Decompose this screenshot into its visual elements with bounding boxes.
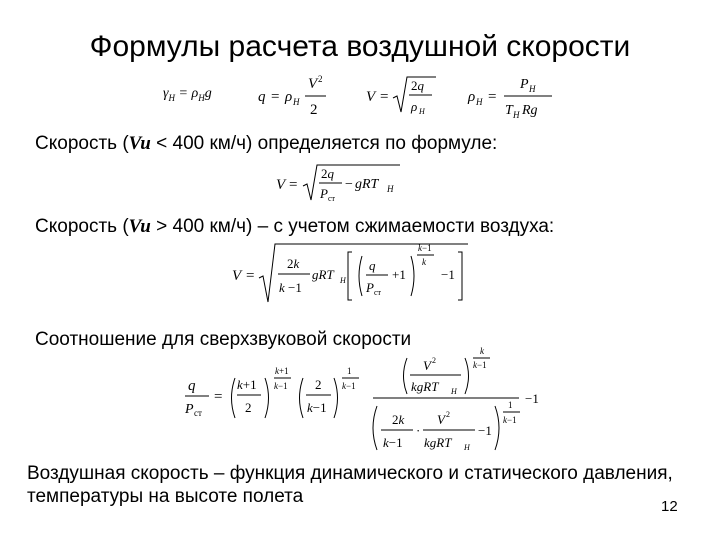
line1-variable: Vu: [128, 133, 151, 154]
svg-text:H: H: [293, 97, 300, 107]
svg-text:P: P: [520, 77, 529, 92]
formula-velocity-low-speed: [276, 160, 426, 210]
svg-text:ст: ст: [194, 408, 202, 418]
supersonic-line: Соотношение для сверхзвуковой скорости: [35, 329, 412, 350]
svg-text:2: 2: [432, 356, 436, 365]
svg-text:q: q: [258, 89, 266, 105]
svg-text:kgRT: kgRT: [424, 435, 452, 450]
svg-text:T: T: [505, 103, 513, 118]
svg-text:V: V: [308, 76, 318, 92]
svg-text:k+1: k+1: [275, 366, 289, 376]
svg-text:−1: −1: [478, 423, 492, 438]
svg-text:V: V: [232, 268, 242, 284]
svg-text:k−1: k−1: [418, 243, 432, 253]
svg-text:ст: ст: [374, 288, 382, 297]
page-number: 12: [661, 498, 678, 515]
svg-text:k−1: k−1: [503, 415, 517, 425]
conclusion-line-2: температуры на высоте полета: [27, 486, 304, 507]
svg-text:H: H: [476, 97, 483, 107]
svg-text:2q: 2q: [321, 166, 334, 181]
svg-text:2: 2: [245, 400, 252, 415]
svg-text:2: 2: [315, 377, 322, 392]
svg-text:k: k: [422, 257, 426, 267]
svg-text:k−1: k−1: [307, 400, 327, 415]
svg-text:H: H: [529, 84, 536, 94]
svg-text:−: −: [345, 177, 353, 192]
svg-text:2q: 2q: [411, 78, 424, 93]
svg-text:Rg: Rg: [522, 103, 538, 118]
svg-text:=: =: [214, 389, 223, 405]
slide-title: Формулы расчета воздушной скорости: [89, 30, 631, 63]
svg-text:H: H: [464, 443, 470, 452]
svg-text:V: V: [366, 89, 376, 105]
formula-supersonic-relation: [185, 348, 555, 463]
svg-text:−1: −1: [441, 267, 455, 282]
svg-text:2: 2: [310, 102, 318, 118]
svg-text:2k: 2k: [392, 412, 405, 427]
svg-text:1: 1: [508, 400, 513, 410]
svg-text:gRT: gRT: [355, 177, 379, 192]
svg-text:V: V: [423, 358, 431, 373]
svg-text:k−1: k−1: [342, 381, 356, 391]
subsonic-high-speed-line: [35, 216, 554, 238]
svg-text:k: k: [480, 346, 484, 356]
svg-text:q: q: [369, 258, 376, 273]
svg-text:H: H: [340, 276, 346, 285]
svg-text:P: P: [185, 402, 194, 417]
svg-text:P: P: [366, 280, 374, 295]
formula-velocity-incompressible: [366, 72, 456, 122]
svg-text:k−1: k−1: [473, 360, 487, 370]
svg-text:H: H: [513, 110, 520, 120]
svg-text:·: ·: [416, 423, 421, 438]
svg-text:P: P: [320, 186, 328, 201]
svg-text:k−1: k−1: [274, 381, 288, 391]
conclusion-line-1: Воздушная скорость – функция динамического и статического давления,: [27, 463, 673, 484]
svg-text:kgRT: kgRT: [411, 379, 439, 394]
svg-text:2: 2: [446, 410, 450, 419]
line1-prefix: Скорость (: [35, 133, 129, 154]
svg-text:2: 2: [318, 74, 323, 84]
svg-text:H: H: [419, 107, 425, 116]
svg-text:ρ: ρ: [285, 89, 293, 105]
svg-text:ст: ст: [328, 194, 336, 203]
svg-text:=: =: [246, 268, 255, 284]
svg-text:gRT: gRT: [312, 267, 334, 282]
svg-text:ρ: ρ: [411, 99, 418, 114]
formula-density: [468, 74, 578, 124]
svg-text:=: =: [488, 89, 497, 105]
line1-suffix: < 400 км/ч) определяется по формуле:: [150, 133, 498, 154]
svg-text:=: =: [271, 89, 280, 105]
line2-variable: Vu: [128, 216, 151, 237]
formula-specific-weight: $\gamma_H = \rho_Hg$: [163, 86, 212, 103]
formula-velocity-compressible: [232, 240, 482, 310]
line2-prefix: Скорость (: [35, 216, 129, 237]
svg-text:2k: 2k: [287, 256, 300, 271]
svg-text:1: 1: [347, 366, 352, 376]
svg-text:q: q: [188, 378, 196, 394]
svg-text:V: V: [276, 177, 286, 193]
svg-text:+1: +1: [392, 267, 406, 282]
svg-text:k −1: k −1: [279, 280, 302, 295]
svg-text:=: =: [289, 177, 298, 193]
svg-text:ρ: ρ: [468, 89, 476, 105]
formula-dynamic-pressure: [258, 74, 348, 124]
subsonic-low-speed-line: [35, 133, 497, 155]
svg-text:=: =: [380, 89, 389, 105]
line2-suffix: > 400 км/ч) – с учетом сжимаемости воздуха:: [150, 216, 555, 237]
svg-text:H: H: [451, 387, 457, 396]
svg-text:k−1: k−1: [383, 435, 403, 450]
svg-text:k+1: k+1: [237, 377, 257, 392]
svg-text:H: H: [387, 184, 394, 194]
svg-text:V: V: [437, 412, 445, 427]
svg-text:−1: −1: [525, 391, 539, 406]
